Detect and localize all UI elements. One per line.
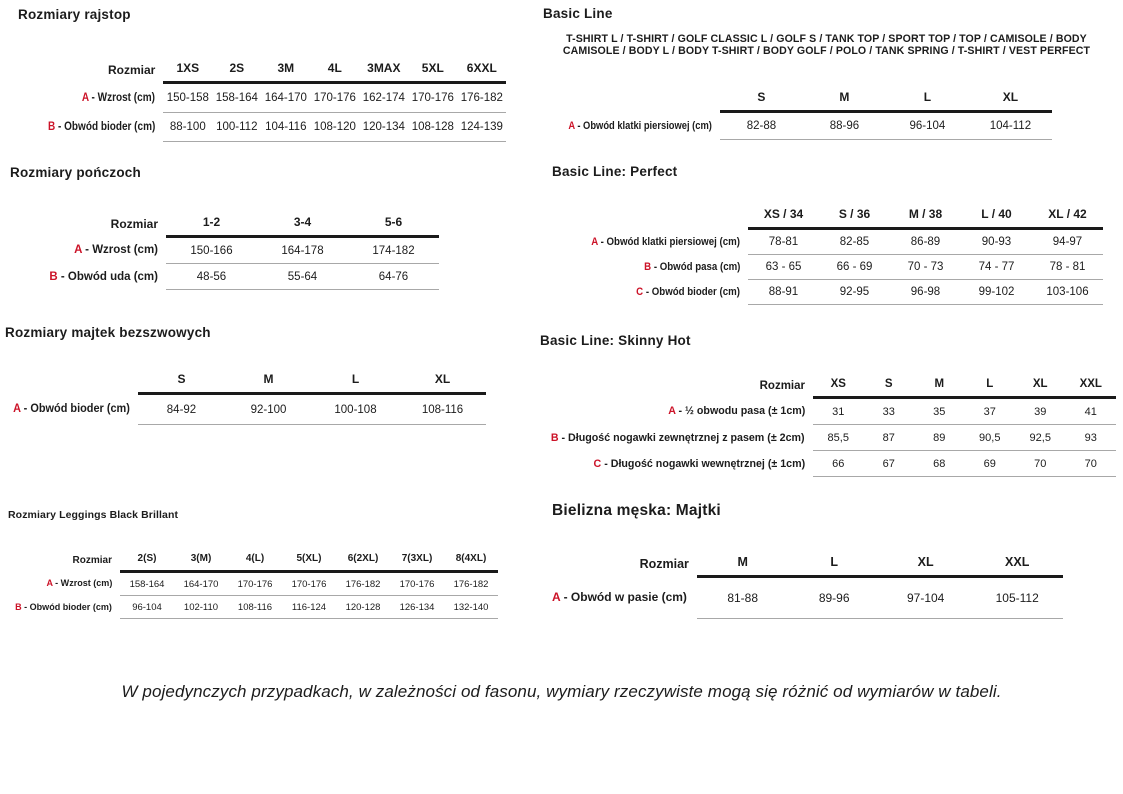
- size-table-host: [552, 548, 1063, 619]
- size-value: 102-110: [174, 596, 228, 619]
- size-value: 108-116: [399, 394, 486, 425]
- section-seamless-briefs-sizes: [5, 325, 486, 425]
- row-label-text: A - Wzrost (cm): [74, 244, 158, 256]
- size-table-rajstop: [32, 51, 506, 142]
- column-header: M / 38: [890, 200, 961, 229]
- column-header: S / 36: [819, 200, 890, 229]
- size-table-host: [32, 51, 506, 142]
- size-value: 70: [1066, 451, 1117, 477]
- measure-letter: A: [13, 403, 21, 415]
- table-row: [15, 237, 439, 264]
- section-title: Rozmiary majtek bezszwowych: [5, 325, 211, 340]
- measure-letter: B: [48, 121, 56, 133]
- size-value: 74 - 77: [961, 255, 1032, 280]
- size-value: 104-116: [261, 113, 310, 142]
- corner-label: [552, 200, 748, 229]
- size-table-host: [8, 546, 498, 619]
- header-row: [5, 367, 486, 394]
- size-value: 105-112: [971, 577, 1063, 619]
- measure-letter: A: [568, 119, 575, 132]
- size-value: 31: [813, 398, 864, 425]
- size-value: 92-100: [225, 394, 312, 425]
- row-label-text: B - Obwód bioder (cm): [48, 121, 156, 133]
- size-value: 96-98: [890, 280, 961, 305]
- measure-letter: A: [591, 235, 598, 248]
- column-header: 3MAX: [359, 51, 408, 83]
- size-value: 108-120: [310, 113, 359, 142]
- column-header: XS: [813, 372, 864, 398]
- section-title: Rozmiary Leggings Black Brillant: [8, 509, 179, 521]
- column-header: 6(2XL): [336, 546, 390, 572]
- size-table-leggings: [8, 546, 498, 619]
- size-value: 124-139: [457, 113, 506, 142]
- size-value: 88-96: [803, 112, 886, 140]
- corner-label: Rozmiar: [107, 62, 156, 77]
- size-value: 90,5: [965, 425, 1016, 451]
- size-value: 99-102: [961, 280, 1032, 305]
- corner-label: [5, 367, 138, 394]
- size-value: 150-166: [166, 237, 257, 264]
- table-row: [540, 398, 1116, 425]
- size-value: 66 - 69: [819, 255, 890, 280]
- section-title: Rozmiary pończoch: [10, 165, 141, 180]
- header-row: [8, 546, 498, 572]
- table-row: [540, 451, 1116, 477]
- size-value: 82-85: [819, 229, 890, 255]
- size-value: 96-104: [886, 112, 969, 140]
- column-header: 4L: [310, 51, 359, 83]
- size-value: 108-116: [228, 596, 282, 619]
- row-label-text: A - Obwód klatki piersiowej (cm): [568, 119, 712, 132]
- size-value: 170-176: [282, 572, 336, 596]
- size-value: 87: [864, 425, 915, 451]
- corner-label: Rozmiar: [72, 554, 112, 566]
- column-header: 3(M): [174, 546, 228, 572]
- row-label: [552, 577, 697, 619]
- size-value: 67: [864, 451, 915, 477]
- column-header: L: [886, 84, 969, 112]
- size-value: 48-56: [166, 264, 257, 290]
- header-row: [552, 548, 1063, 577]
- size-value: 41: [1066, 398, 1117, 425]
- size-value: 164-170: [174, 572, 228, 596]
- size-value: 176-182: [457, 83, 506, 113]
- size-value: 64-76: [348, 264, 439, 290]
- column-header: XS / 34: [748, 200, 819, 229]
- row-label: [32, 83, 163, 113]
- size-table-majtki: [552, 548, 1063, 619]
- size-table-basic: [543, 84, 1052, 140]
- measure-letter: C: [636, 286, 644, 298]
- size-value: 89-96: [788, 577, 880, 619]
- column-header: XL: [399, 367, 486, 394]
- size-value: 92-95: [819, 280, 890, 305]
- table-row: [552, 280, 1103, 305]
- row-label-text: A - Wzrost (cm): [82, 91, 156, 104]
- row-label-text: B - Obwód uda (cm): [49, 270, 158, 283]
- size-value: 96-104: [120, 596, 174, 619]
- size-value: 84-92: [138, 394, 225, 425]
- size-value: 120-128: [336, 596, 390, 619]
- size-table-host: [5, 367, 486, 425]
- section-leggings-sizes: [8, 509, 498, 619]
- size-value: 120-134: [359, 113, 408, 142]
- measure-letter: C: [593, 457, 602, 470]
- column-header: 5-6: [348, 207, 439, 237]
- corner-label: Rozmiar: [759, 379, 805, 392]
- column-header: XL: [1015, 372, 1066, 398]
- size-value: 35: [914, 398, 965, 425]
- column-header: L: [312, 367, 399, 394]
- row-label: [540, 425, 813, 451]
- size-value: 170-176: [228, 572, 282, 596]
- table-row: [552, 229, 1103, 255]
- section-title: Basic Line: Skinny Hot: [540, 333, 691, 348]
- row-label-text: B - Obwód pasa (cm): [643, 261, 740, 273]
- row-label-text: A - Obwód klatki piersiowej (cm): [591, 235, 740, 248]
- corner-label: Rozmiar: [110, 216, 158, 231]
- section-title: Rozmiary rajstop: [18, 7, 131, 22]
- column-header: 2S: [212, 51, 261, 83]
- section-mens-underwear-briefs: [552, 502, 1063, 619]
- size-value: 116-124: [282, 596, 336, 619]
- row-label: [552, 229, 748, 255]
- row-label: [540, 398, 813, 425]
- size-value: 104-112: [969, 112, 1052, 140]
- column-header: L / 40: [961, 200, 1032, 229]
- size-value: 162-174: [359, 83, 408, 113]
- section-basic-line: [543, 6, 1110, 140]
- table-row: [552, 577, 1063, 619]
- size-table-majtek: [5, 367, 486, 425]
- size-value: 63 - 65: [748, 255, 819, 280]
- size-table-host: [552, 200, 1103, 305]
- column-header: XXL: [1066, 372, 1117, 398]
- measure-letter: B: [643, 261, 651, 273]
- measure-letter: B: [49, 270, 58, 283]
- column-header: XXL: [971, 548, 1063, 577]
- row-label-text: A - Obwód bioder (cm): [13, 403, 130, 415]
- size-value: 86-89: [890, 229, 961, 255]
- product-list: [543, 34, 1110, 57]
- header-row: [32, 51, 506, 83]
- size-value: 100-112: [212, 113, 261, 142]
- column-header: S: [864, 372, 915, 398]
- section-stockings-sizes: [10, 165, 439, 290]
- size-value: 70 - 73: [890, 255, 961, 280]
- size-value: 170-176: [310, 83, 359, 113]
- column-header: M: [225, 367, 312, 394]
- corner-label: Rozmiar: [639, 556, 689, 571]
- size-value: 78-81: [748, 229, 819, 255]
- section-basic-line-perfect: [552, 164, 1103, 305]
- size-value: 85,5: [813, 425, 864, 451]
- size-value: 70: [1015, 451, 1066, 477]
- measure-letter: A: [82, 91, 90, 104]
- table-row: [32, 113, 506, 142]
- size-value: 81-88: [697, 577, 789, 619]
- row-label-text: A - Obwód w pasie (cm): [552, 590, 687, 604]
- row-label: [15, 237, 166, 264]
- measure-letter: B: [551, 431, 560, 444]
- table-row: [540, 425, 1116, 451]
- column-header: 1XS: [163, 51, 212, 83]
- size-value: 94-97: [1032, 229, 1103, 255]
- size-table-host: [543, 84, 1110, 140]
- table-row: [543, 112, 1052, 140]
- size-value: 126-134: [390, 596, 444, 619]
- column-header: 7(3XL): [390, 546, 444, 572]
- size-value: 33: [864, 398, 915, 425]
- column-header: XL: [880, 548, 972, 577]
- size-table-skinny: [540, 372, 1116, 477]
- row-label: [32, 113, 163, 142]
- column-header: M: [914, 372, 965, 398]
- section-tights-sizes: [18, 7, 506, 142]
- size-value: 164-170: [261, 83, 310, 113]
- product-list-line: CAMISOLE / BODY L / BODY T-SHIRT / BODY GOLF / POLO / TANK SPRING / T-SHIRT / VEST PERFECT: [562, 44, 1091, 57]
- section-title: Bielizna męska: Majtki: [552, 502, 721, 519]
- column-header: 3-4: [257, 207, 348, 237]
- table-row: [8, 572, 498, 596]
- row-label: [552, 280, 748, 305]
- size-value: 108-128: [408, 113, 457, 142]
- size-table-perfect: [552, 200, 1103, 305]
- section-title: Basic Line: Perfect: [552, 164, 678, 179]
- row-label: [15, 264, 166, 290]
- size-value: 158-164: [212, 83, 261, 113]
- measure-letter: A: [552, 590, 561, 604]
- row-label-text: C - Obwód bioder (cm): [636, 286, 740, 298]
- row-label-text: C - Długość nogawki wewnętrznej (± 1cm): [593, 457, 805, 470]
- size-value: 89: [914, 425, 965, 451]
- column-header: 2(S): [120, 546, 174, 572]
- header-row: [540, 372, 1116, 398]
- column-header: 5(XL): [282, 546, 336, 572]
- size-table-host: [540, 372, 1116, 477]
- measure-letter: A: [74, 244, 82, 256]
- measure-letter: B: [15, 601, 22, 613]
- size-value: 68: [914, 451, 965, 477]
- column-header: 4(L): [228, 546, 282, 572]
- row-label: [8, 596, 120, 619]
- row-label-text: A - Wzrost (cm): [46, 578, 112, 589]
- size-value: 103-106: [1032, 280, 1103, 305]
- header-row: [552, 200, 1103, 229]
- size-value: 97-104: [880, 577, 972, 619]
- size-value: 174-182: [348, 237, 439, 264]
- footnote: W pojedynczych przypadkach, w zależności od fasonu, wymiary rzeczywiste mogą się różnić od wymiarów w tabeli.: [121, 682, 1002, 701]
- row-label: [5, 394, 138, 425]
- table-row: [8, 596, 498, 619]
- size-value: 55-64: [257, 264, 348, 290]
- header-row: [15, 207, 439, 237]
- size-value: 39: [1015, 398, 1066, 425]
- corner-label: [543, 84, 720, 112]
- section-title: Basic Line: [543, 6, 613, 21]
- column-header: 8(4XL): [444, 546, 498, 572]
- size-value: 100-108: [312, 394, 399, 425]
- column-header: XL / 42: [1032, 200, 1103, 229]
- column-header: 1-2: [166, 207, 257, 237]
- column-header: M: [803, 84, 886, 112]
- measure-letter: A: [46, 578, 53, 589]
- size-table-host: [15, 207, 439, 290]
- column-header: M: [697, 548, 789, 577]
- header-row: [543, 84, 1052, 112]
- column-header: 6XXL: [457, 51, 506, 83]
- column-header: XL: [969, 84, 1052, 112]
- column-header: 5XL: [408, 51, 457, 83]
- size-value: 69: [965, 451, 1016, 477]
- row-label: [8, 572, 120, 596]
- size-value: 132-140: [444, 596, 498, 619]
- size-value: 164-178: [257, 237, 348, 264]
- size-value: 176-182: [336, 572, 390, 596]
- table-row: [552, 255, 1103, 280]
- product-list-line: T-SHIRT L / T-SHIRT / GOLF CLASSIC L / GOLF S / TANK TOP / SPORT TOP / TOP / CAMISOLE / BODY: [566, 33, 1087, 45]
- column-header: L: [965, 372, 1016, 398]
- section-basic-line-skinny-hot: [540, 333, 1116, 477]
- measure-letter: A: [667, 405, 676, 417]
- row-label: [540, 451, 813, 477]
- size-value: 66: [813, 451, 864, 477]
- size-value: 37: [965, 398, 1016, 425]
- size-value: 93: [1066, 425, 1117, 451]
- size-value: 88-91: [748, 280, 819, 305]
- size-table-ponczochy: [15, 207, 439, 290]
- size-value: 170-176: [408, 83, 457, 113]
- size-value: 170-176: [390, 572, 444, 596]
- size-value: 176-182: [444, 572, 498, 596]
- row-label-text: B - Długość nogawki zewnętrznej z pasem (± 2cm): [551, 431, 805, 444]
- column-header: 3M: [261, 51, 310, 83]
- column-header: S: [720, 84, 803, 112]
- column-header: L: [788, 548, 880, 577]
- row-label: [552, 255, 748, 280]
- size-value: 90-93: [961, 229, 1032, 255]
- row-label: [543, 112, 720, 140]
- row-label-text: A - ½ obwodu pasa (± 1cm): [667, 405, 805, 417]
- table-row: [32, 83, 506, 113]
- column-header: S: [138, 367, 225, 394]
- size-value: 88-100: [163, 113, 212, 142]
- size-value: 158-164: [120, 572, 174, 596]
- table-row: [15, 264, 439, 290]
- size-value: 150-158: [163, 83, 212, 113]
- row-label-text: B - Obwód bioder (cm): [15, 601, 112, 613]
- size-value: 92,5: [1015, 425, 1066, 451]
- size-value: 82-88: [720, 112, 803, 140]
- table-row: [5, 394, 486, 425]
- size-value: 78 - 81: [1032, 255, 1103, 280]
